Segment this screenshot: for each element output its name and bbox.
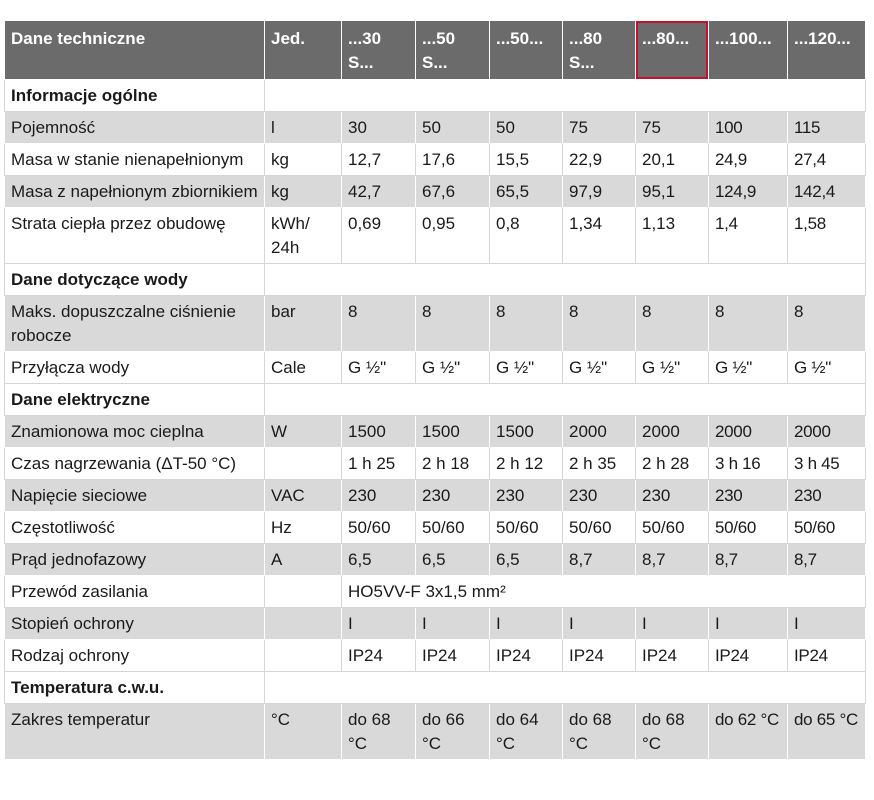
- header-cell: ...80 S...: [563, 21, 636, 80]
- row-value: 6,5: [342, 544, 416, 576]
- row-unit: °C: [265, 704, 342, 760]
- row-label: Zakres temperatur: [5, 704, 265, 760]
- row-value: G ½": [416, 352, 490, 384]
- table-row: [5, 448, 866, 480]
- row-value: 50/60: [490, 512, 563, 544]
- table-row: [5, 480, 866, 512]
- row-value: 75: [636, 112, 709, 144]
- row-value: 100: [709, 112, 788, 144]
- row-value: 230: [709, 480, 788, 512]
- row-value: G ½": [342, 352, 416, 384]
- row-value: 95,1: [636, 176, 709, 208]
- row-value: 8: [563, 296, 636, 352]
- section-row: [5, 80, 866, 112]
- row-value: 8: [342, 296, 416, 352]
- row-value: 50/60: [788, 512, 866, 544]
- header-cell-highlighted: [636, 21, 709, 80]
- row-value: 1,58: [788, 208, 866, 264]
- section-row: [5, 672, 866, 704]
- row-unit: kWh/ 24h: [265, 208, 342, 264]
- header-cell: ...50 S...: [416, 21, 490, 80]
- section-filler: [265, 384, 866, 416]
- row-value: IP24: [416, 640, 490, 672]
- section-title: Temperatura c.w.u.: [5, 672, 265, 704]
- row-value: 115: [788, 112, 866, 144]
- table-row: [5, 352, 866, 384]
- row-value: G ½": [788, 352, 866, 384]
- table-row: [5, 544, 866, 576]
- technical-data-table: [4, 20, 866, 760]
- row-value: 6,5: [490, 544, 563, 576]
- row-value: 27,4: [788, 144, 866, 176]
- table-row: [5, 576, 866, 608]
- row-value: 8,7: [709, 544, 788, 576]
- section-filler: [265, 80, 866, 112]
- row-value: do 68 °C: [563, 704, 636, 760]
- row-value: I: [563, 608, 636, 640]
- row-value: 1,4: [709, 208, 788, 264]
- row-value: I: [342, 608, 416, 640]
- header-cell: ...100...: [709, 21, 788, 80]
- row-value: 24,9: [709, 144, 788, 176]
- row-value: IP24: [709, 640, 788, 672]
- row-value: 65,5: [490, 176, 563, 208]
- row-value: IP24: [636, 640, 709, 672]
- row-value: 230: [342, 480, 416, 512]
- row-label: Znamionowa moc cieplna: [5, 416, 265, 448]
- table-row: [5, 112, 866, 144]
- row-value: 230: [416, 480, 490, 512]
- row-value: 2 h 28: [636, 448, 709, 480]
- row-label: Masa z napełnionym zbiornikiem: [5, 176, 265, 208]
- row-value: 3 h 16: [709, 448, 788, 480]
- row-unit: bar: [265, 296, 342, 352]
- row-value: 2 h 18: [416, 448, 490, 480]
- section-title: Dane elektryczne: [5, 384, 265, 416]
- row-value: do 62 °C: [709, 704, 788, 760]
- row-value: 0,8: [490, 208, 563, 264]
- table-row: [5, 608, 866, 640]
- header-cell: ...120...: [788, 21, 866, 80]
- row-value: 2000: [636, 416, 709, 448]
- row-value: I: [788, 608, 866, 640]
- row-unit: [265, 608, 342, 640]
- row-value: do 68 °C: [342, 704, 416, 760]
- row-value: do 64 °C: [490, 704, 563, 760]
- row-value: 12,7: [342, 144, 416, 176]
- row-unit: kg: [265, 144, 342, 176]
- row-label: Czas nagrzewania (ΔT-50 °C): [5, 448, 265, 480]
- header-cell: Dane techniczne: [5, 21, 265, 80]
- row-value: 124,9: [709, 176, 788, 208]
- row-value: 1500: [490, 416, 563, 448]
- row-value: 2 h 12: [490, 448, 563, 480]
- row-unit: [265, 576, 342, 608]
- row-value: 17,6: [416, 144, 490, 176]
- section-row: [5, 264, 866, 296]
- row-value: 8: [636, 296, 709, 352]
- row-value: IP24: [563, 640, 636, 672]
- section-filler: [265, 264, 866, 296]
- row-value: 230: [788, 480, 866, 512]
- row-label: Maks. dopuszczalne ciśnienie robocze: [5, 296, 265, 352]
- row-label: Pojemność: [5, 112, 265, 144]
- row-value: 2 h 35: [563, 448, 636, 480]
- row-label: Napięcie sieciowe: [5, 480, 265, 512]
- table-body: [5, 80, 866, 760]
- row-value: 0,95: [416, 208, 490, 264]
- row-value: 20,1: [636, 144, 709, 176]
- row-value: 50: [490, 112, 563, 144]
- row-value: 30: [342, 112, 416, 144]
- row-unit: W: [265, 416, 342, 448]
- row-unit: VAC: [265, 480, 342, 512]
- row-label: Prąd jednofazowy: [5, 544, 265, 576]
- row-label: Rodzaj ochrony: [5, 640, 265, 672]
- row-value: 142,4: [788, 176, 866, 208]
- row-unit: l: [265, 112, 342, 144]
- header-row: [5, 21, 866, 80]
- section-filler: [265, 672, 866, 704]
- row-unit: A: [265, 544, 342, 576]
- row-value: 1,34: [563, 208, 636, 264]
- row-value: I: [490, 608, 563, 640]
- row-value: do 66 °C: [416, 704, 490, 760]
- row-value: I: [636, 608, 709, 640]
- row-value: 1500: [342, 416, 416, 448]
- row-value: 8: [416, 296, 490, 352]
- section-title: Dane dotyczące wody: [5, 264, 265, 296]
- row-unit: [265, 640, 342, 672]
- row-unit: [265, 448, 342, 480]
- row-label: Przewód zasilania: [5, 576, 265, 608]
- row-label: Masa w stanie nienapełnionym: [5, 144, 265, 176]
- row-value: 230: [563, 480, 636, 512]
- row-value: 230: [490, 480, 563, 512]
- row-unit: Cale: [265, 352, 342, 384]
- row-value: 8: [709, 296, 788, 352]
- header-cell: Jed.: [265, 21, 342, 80]
- section-title: Informacje ogólne: [5, 80, 265, 112]
- row-value: 67,6: [416, 176, 490, 208]
- section-row: [5, 384, 866, 416]
- row-label: Stopień ochrony: [5, 608, 265, 640]
- row-value: 75: [563, 112, 636, 144]
- row-value: 8,7: [636, 544, 709, 576]
- row-value: 2000: [788, 416, 866, 448]
- row-value: I: [709, 608, 788, 640]
- table-row: [5, 640, 866, 672]
- row-value: 15,5: [490, 144, 563, 176]
- row-value: 0,69: [342, 208, 416, 264]
- row-value: 8,7: [788, 544, 866, 576]
- row-label: Częstotliwość: [5, 512, 265, 544]
- row-value: 3 h 45: [788, 448, 866, 480]
- table-row: [5, 512, 866, 544]
- table-row: [5, 704, 866, 760]
- row-value: 230: [636, 480, 709, 512]
- row-value: 50/60: [342, 512, 416, 544]
- row-unit: Hz: [265, 512, 342, 544]
- table-row: [5, 416, 866, 448]
- header-cell: ...30 S...: [342, 21, 416, 80]
- row-value: G ½": [636, 352, 709, 384]
- row-value: G ½": [563, 352, 636, 384]
- row-value: do 65 °C: [788, 704, 866, 760]
- row-label: Strata ciepła przez obudowę: [5, 208, 265, 264]
- row-label: Przyłącza wody: [5, 352, 265, 384]
- header-cell: ...50...: [490, 21, 563, 80]
- row-value: 50/60: [563, 512, 636, 544]
- row-value: 1500: [416, 416, 490, 448]
- row-value: G ½": [490, 352, 563, 384]
- row-value: 8: [788, 296, 866, 352]
- table-row: [5, 208, 866, 264]
- row-value: 50/60: [636, 512, 709, 544]
- row-value: 42,7: [342, 176, 416, 208]
- row-value: 2000: [563, 416, 636, 448]
- row-value: 6,5: [416, 544, 490, 576]
- table-row: [5, 144, 866, 176]
- row-value: IP24: [490, 640, 563, 672]
- row-value: 2000: [709, 416, 788, 448]
- row-value: I: [416, 608, 490, 640]
- row-value: IP24: [342, 640, 416, 672]
- row-value: 22,9: [563, 144, 636, 176]
- row-value: 50: [416, 112, 490, 144]
- row-value: 97,9: [563, 176, 636, 208]
- row-value: 50/60: [416, 512, 490, 544]
- row-unit: kg: [265, 176, 342, 208]
- row-value: 1,13: [636, 208, 709, 264]
- row-value: IP24: [788, 640, 866, 672]
- row-value: do 68 °C: [636, 704, 709, 760]
- row-value: 8,7: [563, 544, 636, 576]
- row-value: 8: [490, 296, 563, 352]
- table-row: [5, 176, 866, 208]
- table-row: [5, 296, 866, 352]
- row-value: 1 h 25: [342, 448, 416, 480]
- row-value: G ½": [709, 352, 788, 384]
- header-label: ...80...: [642, 29, 690, 48]
- row-span-value: HO5VV-F 3x1,5 mm²: [342, 576, 866, 608]
- row-value: 50/60: [709, 512, 788, 544]
